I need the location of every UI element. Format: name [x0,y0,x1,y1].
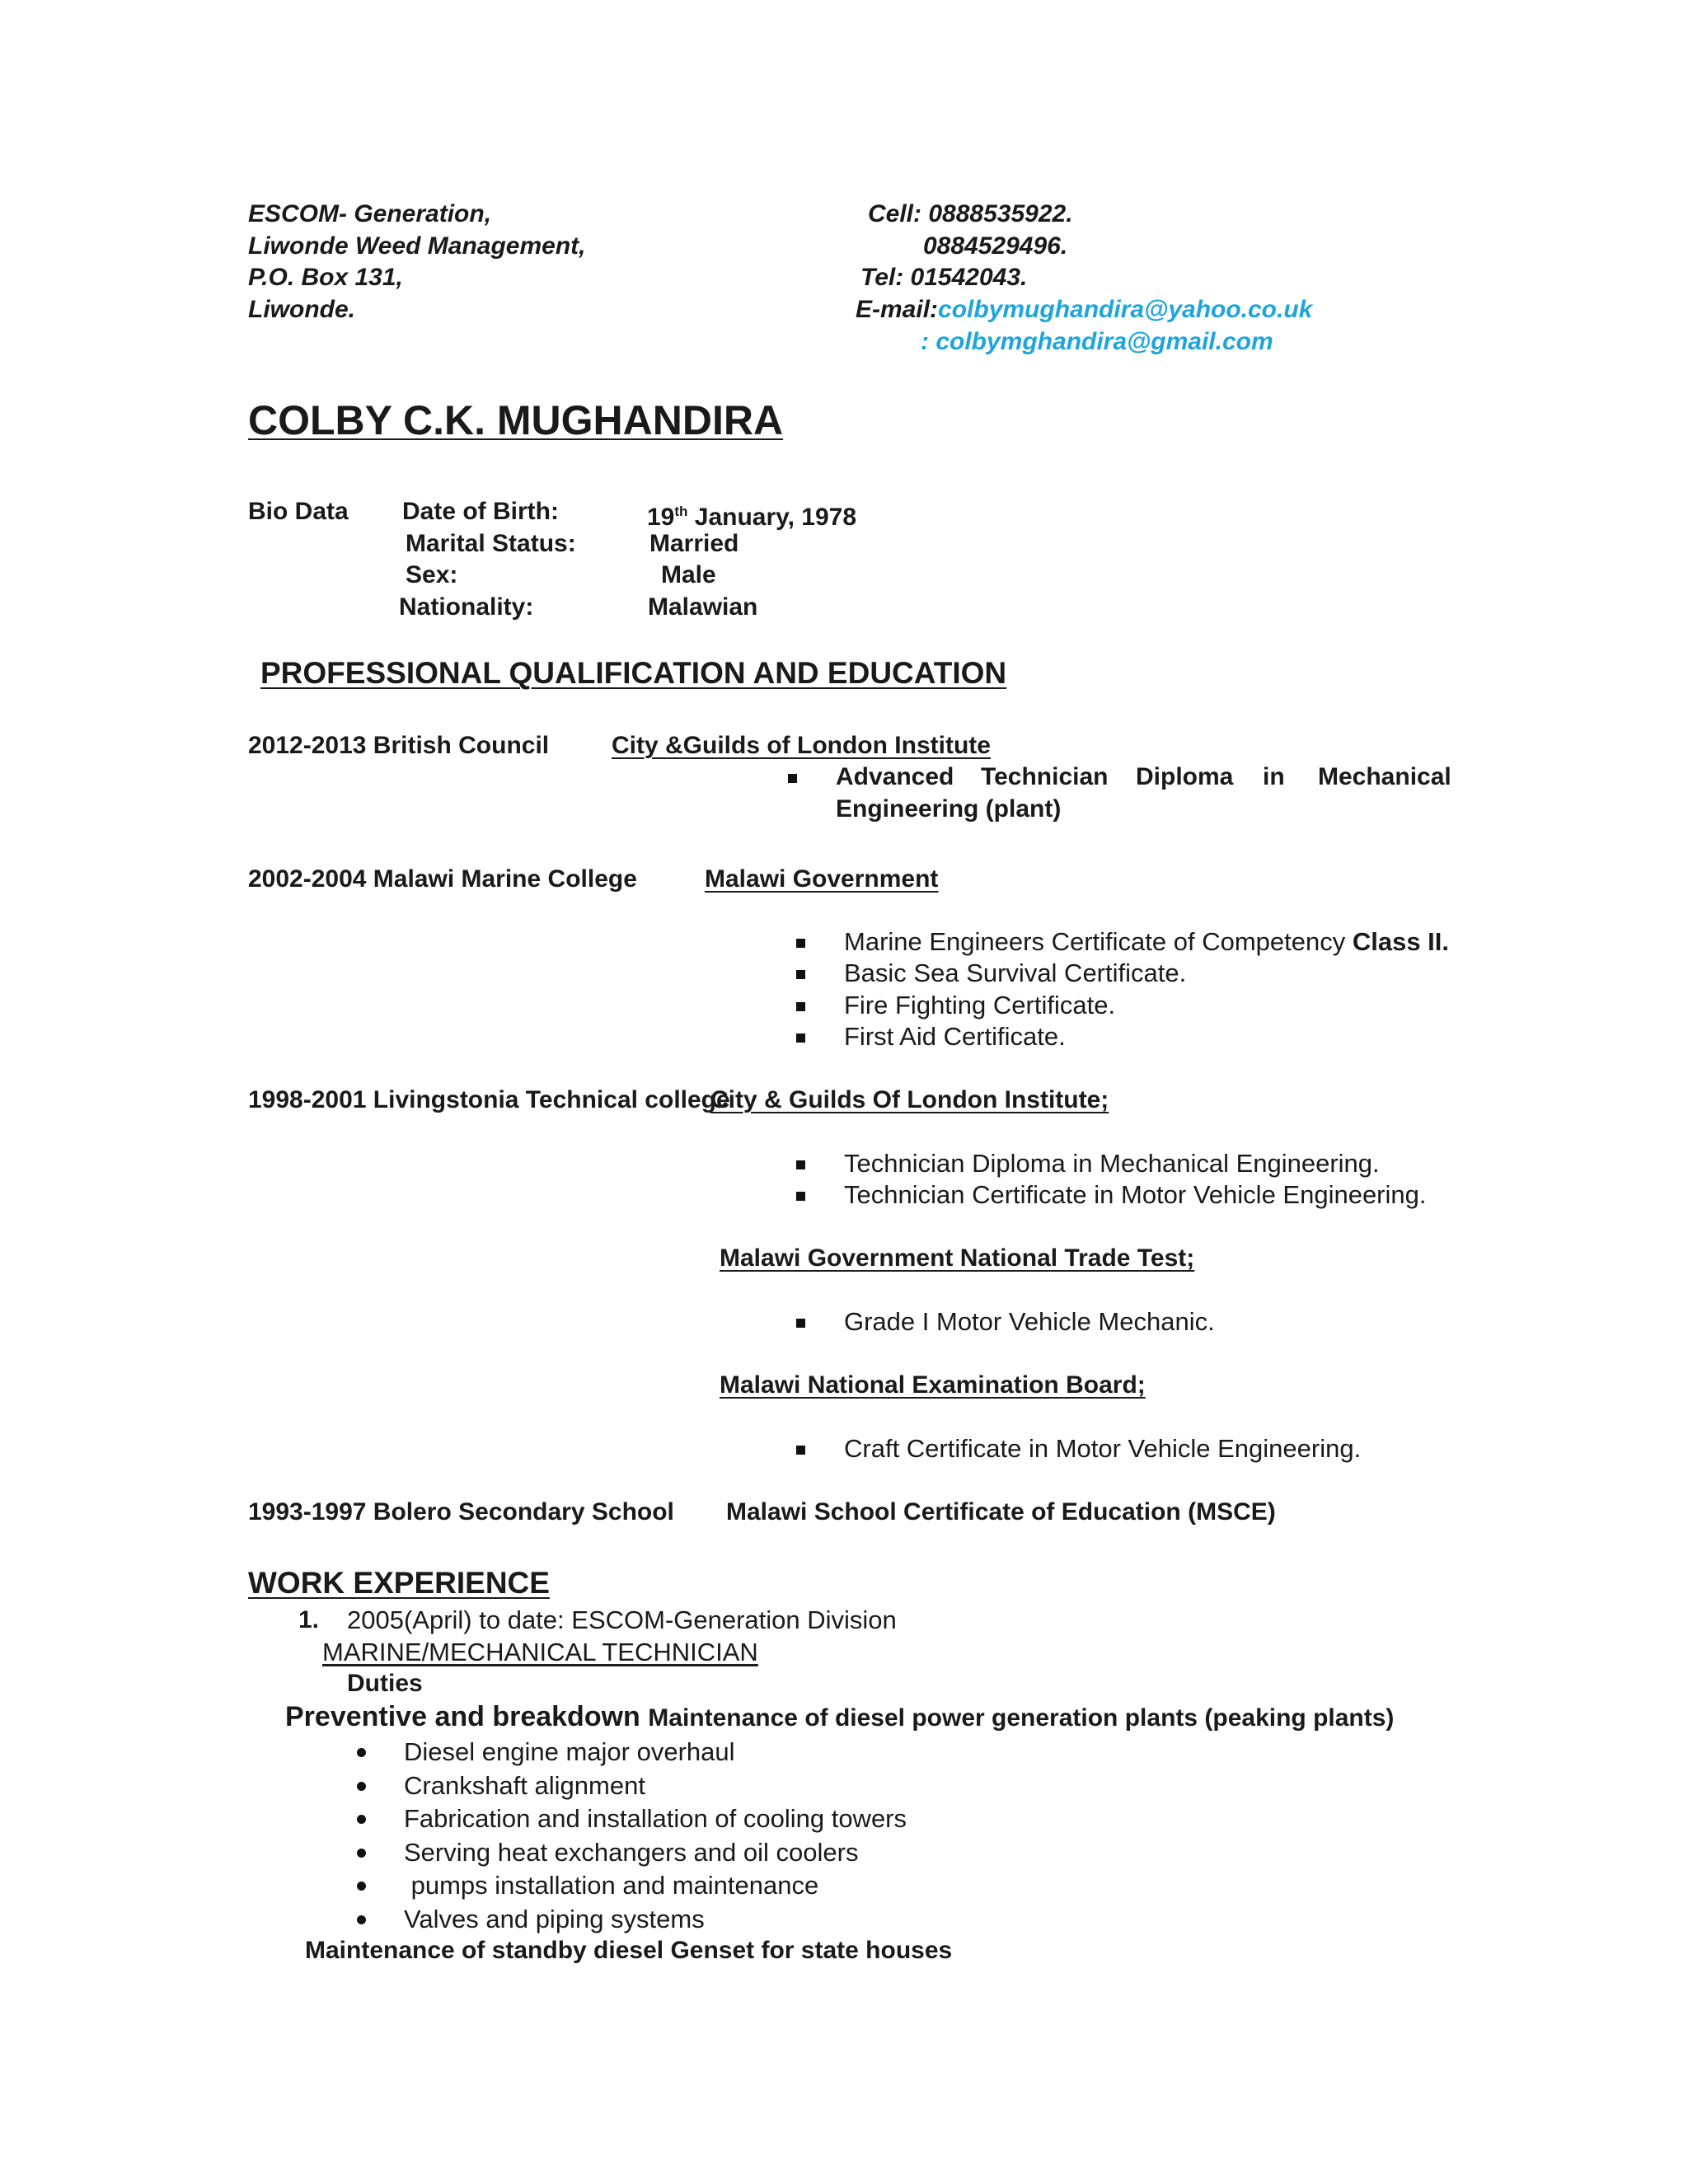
dob-day: 19 [647,504,675,531]
edu-2-item-2: Basic Sea Survival Certificate. [844,958,1187,987]
edu-1-awarding-body: City &Guilds of London Institute [612,732,991,759]
edu-1-item-line-2: Engineering (plant) [836,795,1062,823]
duty-heading [285,1700,1394,1739]
bullet-dot [357,1748,366,1757]
education-heading: PROFESSIONAL QUALIFICATION AND EDUCATION [260,656,1007,690]
bullet-dot [357,1882,366,1891]
edu-3-awarding-body: City & Guilds Of London Institute; [710,1086,1109,1113]
edu-2-item-4: First Aid Certificate. [844,1022,1066,1051]
edu-3-awarding-body-2: Malawi Government National Trade Test; [720,1244,1195,1272]
cell-phone-2: 0884529496. [923,232,1068,260]
edu-4-qualification: Malawi School Certificate of Education (MSCE) [726,1498,1276,1526]
bio-data-label: Bio Data [248,498,349,525]
job-1-number: 1. [298,1606,320,1633]
bullet-square [796,1319,805,1328]
bullet-square [796,1160,805,1169]
duty-item: Serving heat exchangers and oil coolers [404,1838,859,1867]
edu-1-item-word-3: Diploma [1136,763,1234,790]
edu-2-item-1-class: Class II. [1352,927,1450,956]
address-line-2: Liwonde Weed Management, [248,232,586,260]
edu-1-item-word-1: Advanced [836,763,954,790]
duty-item: Crankshaft alignment [404,1771,645,1800]
duty-item: Diesel engine major overhaul [404,1737,735,1766]
sex-value: Male [661,561,716,588]
bullet-dot [357,1849,366,1858]
dob-rest: January, 1978 [687,504,857,531]
email-label: E-mail: [856,296,939,323]
duty-item: Valves and piping systems [404,1905,705,1933]
bullet-square [796,1033,805,1043]
nationality-label: Nationality: [399,593,534,621]
edu-2-item-1-text: Marine Engineers Certificate of Competency [844,927,1353,956]
bullet-square [796,1446,805,1455]
email-link-gmail[interactable]: : colbymghandira@gmail.com [921,328,1273,355]
address-line-1: ESCOM- Generation, [248,200,492,227]
sex-label: Sex: [406,561,458,588]
candidate-name: COLBY C.K. MUGHANDIRA [248,397,784,443]
edu-2-awarding-body: Malawi Government [705,865,939,893]
edu-2-item-1 [844,926,1449,958]
edu-3-year-institution: 1998-2001 Livingstonia Technical college [248,1086,730,1113]
bullet-dot [357,1915,366,1924]
bullet-dot [357,1815,366,1824]
duty-heading-rest: Maintenance of diesel power generation plants (peaking plants) [648,1704,1395,1732]
dob-label: Date of Birth: [402,498,559,525]
standby-duty: Maintenance of standby diesel Genset for state houses [305,1937,953,1964]
edu-1-item-word-2: Technician [981,763,1109,790]
job-1-period: 2005(April) to date: ESCOM-Generation Division [347,1605,897,1634]
marital-value: Married [649,530,739,557]
edu-3-item-1: Technician Diploma in Mechanical Engineering. [844,1149,1380,1178]
nationality-value: Malawian [648,593,758,621]
edu-3-item-3: Grade I Motor Vehicle Mechanic. [844,1307,1215,1336]
bullet-square [796,970,805,979]
edu-3-item-4: Craft Certificate in Motor Vehicle Engineering. [844,1434,1362,1463]
bullet-square [796,1192,805,1201]
edu-1-year-institution: 2012-2013 British Council [248,732,550,759]
duty-heading-lead: Preventive and breakdown [285,1701,649,1732]
email-link-yahoo[interactable]: colbymughandira@yahoo.co.uk [938,296,1313,323]
marital-label: Marital Status: [406,530,576,557]
edu-2-year-institution: 2002-2004 Malawi Marine College [248,865,637,893]
duty-item: Fabrication and installation of cooling towers [404,1804,907,1833]
duty-item: pumps installation and maintenance [404,1871,819,1900]
bullet-square [788,774,797,783]
dob-suffix: th [674,504,688,519]
address-line-4: Liwonde. [248,296,355,323]
work-heading: WORK EXPERIENCE [248,1566,550,1600]
job-1-title: MARINE/MECHANICAL TECHNICIAN [322,1638,758,1666]
bullet-square [796,939,805,948]
bullet-dot [357,1782,366,1791]
telephone: Tel: 01542043. [860,264,1028,291]
email-line-1 [856,294,1312,326]
address-line-3: P.O. Box 131, [248,264,403,291]
edu-4-year-institution: 1993-1997 Bolero Secondary School [248,1498,674,1526]
edu-1-item-word-5: Mechanical [1318,763,1451,790]
cell-phone: Cell: 0888535922. [868,200,1073,227]
duties-label: Duties [347,1670,423,1697]
edu-3-awarding-body-3: Malawi National Examination Board; [720,1371,1146,1399]
edu-2-item-3: Fire Fighting Certificate. [844,991,1116,1019]
bullet-square [796,1002,805,1011]
edu-3-item-2: Technician Certificate in Motor Vehicle Engineering. [844,1180,1427,1209]
edu-1-item-word-4: in [1263,763,1285,790]
